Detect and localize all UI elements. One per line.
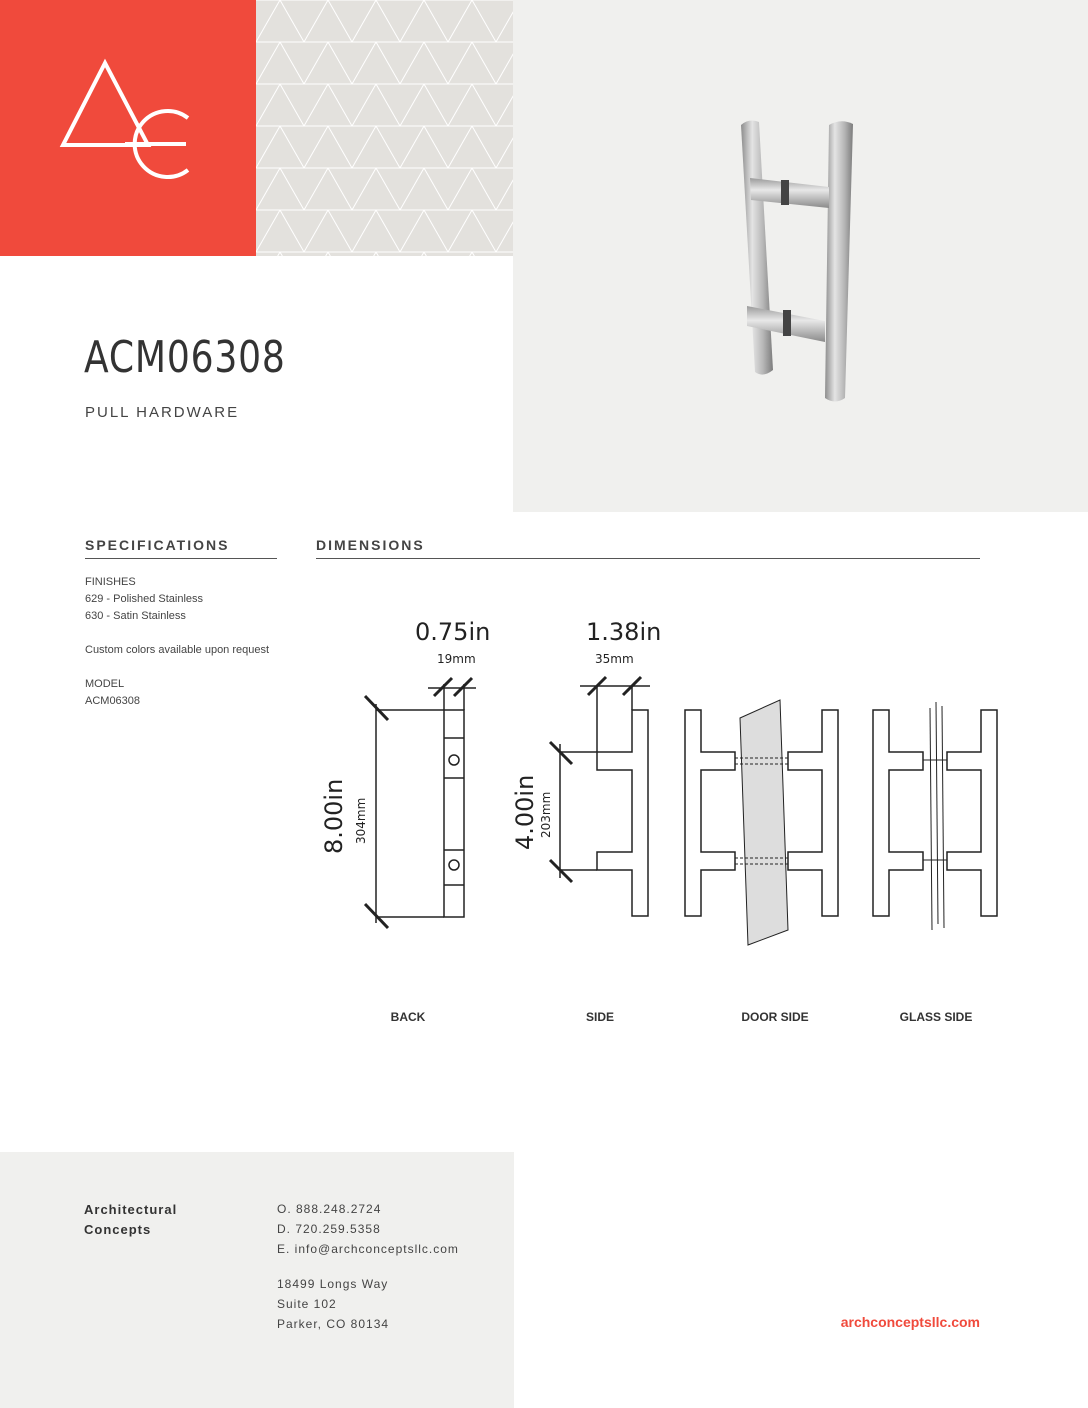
pull-handle-image [513,0,1088,512]
back-height-mm: 304mm [354,797,368,844]
view-label-glass-side: GLASS SIDE [899,1010,973,1024]
finish-item: 630 - Satin Stainless [85,610,186,622]
direct-phone[interactable]: D. 720.259.5358 [277,1222,381,1236]
specifications-heading: SPECIFICATIONS [85,537,277,559]
view-label-back: BACK [390,1010,426,1024]
side-spacing-inches: 4.00in [511,774,539,850]
specifications-body [85,574,285,710]
office-phone[interactable]: O. 888.248.2724 [277,1202,382,1216]
side-depth-inches: 1.38in [586,618,662,646]
model-label: MODEL [85,678,125,690]
finishes-label: FINISHES [85,576,136,588]
triangle-pattern [256,0,513,256]
dimensions-heading: DIMENSIONS [316,537,980,559]
view-label-side: SIDE [585,1010,615,1024]
dimension-drawing [310,600,1010,950]
model-value: ACM06308 [85,695,141,707]
product-photo [513,0,1088,512]
ac-logo-icon [0,0,256,256]
company-name-line: Concepts [84,1222,152,1237]
back-width-mm: 19mm [437,652,476,666]
back-width-inches: 0.75in [415,618,491,646]
back-height-inches: 8.00in [320,778,348,854]
address-line: Suite 102 [277,1297,337,1311]
email-link[interactable]: E. info@archconceptsllc.com [277,1242,459,1256]
contact-details [277,1199,459,1334]
product-title: ACM06308 [84,332,286,383]
address-line: 18499 Longs Way [277,1277,389,1291]
address-line: Parker, CO 80134 [277,1317,390,1331]
side-spacing-mm: 203mm [539,791,553,838]
view-label-door-side: DOOR SIDE [741,1010,809,1024]
triangle-pattern-graphic [256,0,513,256]
company-name-line: Architectural [84,1202,178,1217]
website-link[interactable]: archconceptsllc.com [840,1314,980,1330]
finish-item: 629 - Polished Stainless [85,593,204,605]
company-name [84,1200,177,1240]
product-category: PULL HARDWARE [85,404,240,421]
side-depth-mm: 35mm [595,652,634,666]
logo-block [0,0,256,256]
custom-colors-note: Custom colors available upon request [85,644,270,656]
